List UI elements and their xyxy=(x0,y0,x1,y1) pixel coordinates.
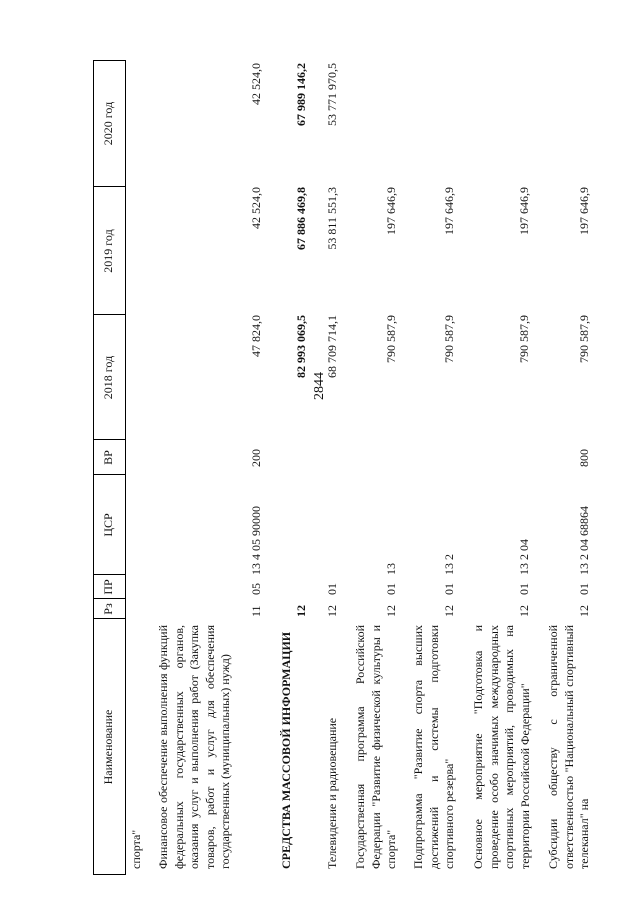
row-name: Государственная программа Российской Федерации "Развитие физической культуры и спорта" xyxy=(353,625,398,869)
row-2019: 197 646,9 xyxy=(442,187,456,235)
row-pr: 01 xyxy=(517,583,531,595)
header-vr: ВР xyxy=(101,450,116,465)
row-name: Субсидии обществу с ограниченной ответственностью "Национальный спортивный телеканал" на xyxy=(546,625,591,869)
row-2019: 197 646,9 xyxy=(517,187,531,235)
row-pr: 01 xyxy=(325,583,339,595)
header-name: Наименование xyxy=(101,709,116,785)
row-2020: 67 989 146,2 xyxy=(294,63,308,126)
row-vr: 200 xyxy=(249,449,263,467)
row-rz: 12 xyxy=(325,605,339,617)
row-2018: 790 587,9 xyxy=(384,315,398,363)
row-2019: 67 886 469,8 xyxy=(294,187,308,250)
row-2018: 47 824,0 xyxy=(249,315,263,357)
row-vr: 800 xyxy=(577,449,591,467)
row-rz: 12 xyxy=(517,605,531,617)
header-2019: 2019 год xyxy=(101,229,116,273)
row-2018: 68 709 714,1 xyxy=(325,315,339,378)
row-csr: 13 2 xyxy=(442,554,456,575)
row-name: Основное мероприятие "Подготовка и проведение особо значимых международных спортивных мероприятий, проводимых на территории Российской Федерации" xyxy=(471,625,532,869)
budget-table xyxy=(93,60,603,875)
page-number: 2844 xyxy=(312,372,327,400)
row-name: спорта" xyxy=(129,829,143,869)
header-border-bottom xyxy=(125,60,126,875)
row-csr: 13 2 04 68864 xyxy=(577,506,591,575)
row-2018: 790 587,9 xyxy=(577,315,591,363)
row-rz: 11 xyxy=(249,605,263,617)
row-csr: 13 4 05 90000 xyxy=(249,506,263,575)
row-pr: 05 xyxy=(249,583,263,595)
header-2018: 2018 год xyxy=(101,355,116,400)
row-2019: 197 646,9 xyxy=(577,187,591,235)
header-2020: 2020 год xyxy=(101,101,116,146)
header-rz: Рз xyxy=(101,603,116,615)
header-pr: ПР xyxy=(101,579,116,595)
row-name: Подпрограмма "Развитие спорта высших достижений и системы подготовки спортивного резерва" xyxy=(411,625,456,869)
row-pr: 01 xyxy=(577,583,591,595)
row-2018: 790 587,9 xyxy=(517,315,531,363)
row-2018: 82 993 069,5 xyxy=(294,315,308,378)
row-csr: 13 2 04 xyxy=(517,539,531,575)
row-2020: 53 771 970,5 xyxy=(325,63,339,126)
row-name: СРЕДСТВА МАССОВОЙ ИНФОРМАЦИИ xyxy=(279,631,293,869)
row-pr: 01 xyxy=(384,583,398,595)
budget-table-container xyxy=(93,60,603,875)
row-2019: 53 811 551,3 xyxy=(325,187,339,250)
row-rz: 12 xyxy=(442,605,456,617)
row-rz: 12 xyxy=(384,605,398,617)
row-name: Финансовое обеспечение выполнения функций федеральных государственных органов, оказания услуг и выполнения работ (Закупка товаров, работ и услуг для обеспечения государственных (муниципальных) нужд) xyxy=(156,625,232,869)
row-2018: 790 587,9 xyxy=(442,315,456,363)
row-2020: 42 524,0 xyxy=(249,63,263,105)
row-pr: 01 xyxy=(442,583,456,595)
row-name: Телевидение и радиовещание xyxy=(325,717,339,869)
row-2019: 197 646,9 xyxy=(384,187,398,235)
row-csr: 13 xyxy=(384,563,398,575)
header-csr: ЦСР xyxy=(101,513,116,537)
row-rz: 12 xyxy=(294,605,308,617)
row-2019: 42 524,0 xyxy=(249,187,263,229)
row-rz: 12 xyxy=(577,605,591,617)
